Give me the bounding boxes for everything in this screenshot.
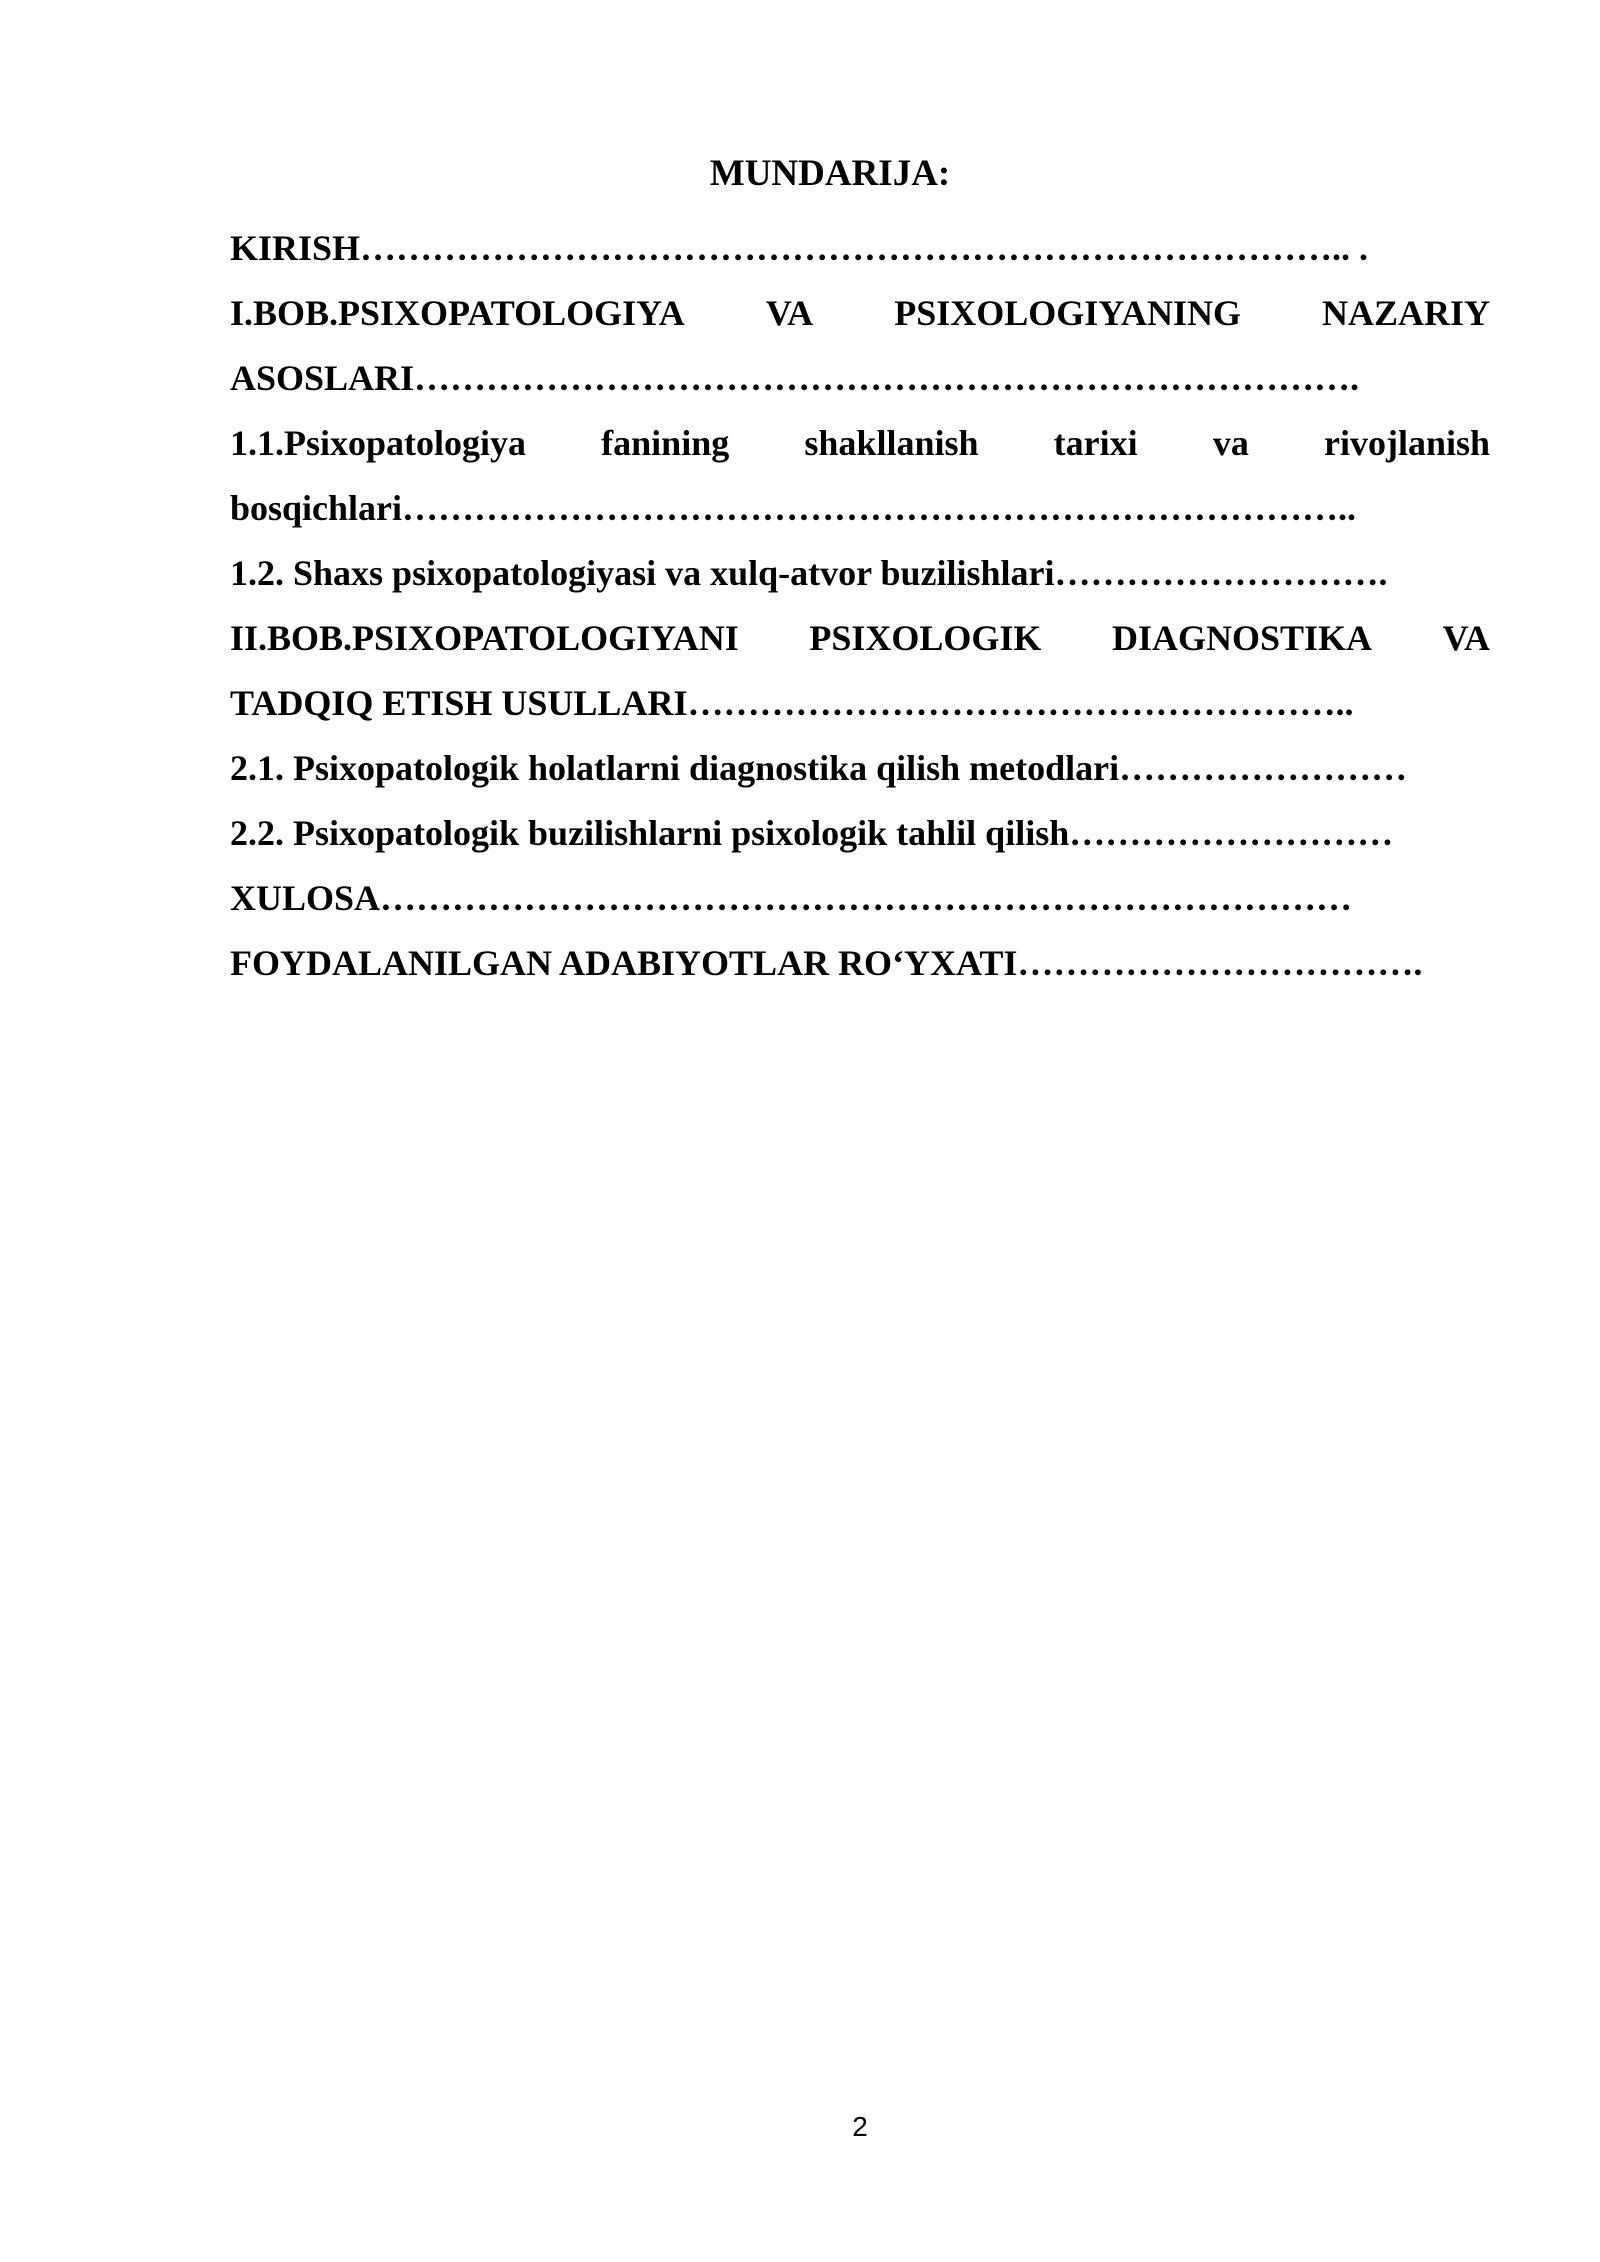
toc-entry-section-2-1: 2.1. Psixopatologik holatlarni diagnostika qilish metodlari…………………… bbox=[230, 748, 1408, 788]
page-number: 2 bbox=[852, 2111, 868, 2142]
toc-entry-section-1-1-line-1 bbox=[230, 411, 1490, 476]
toc-word: II.BOB.PSIXOPATOLOGIYANI bbox=[230, 618, 739, 658]
toc-word: VA bbox=[1442, 618, 1490, 658]
toc-entry-section-1-2: 1.2. Shaxs psixopatologiyasi va xulq-atvor buzilishlari………………………. bbox=[230, 553, 1388, 593]
toc-heading-text: MUNDARIJA: bbox=[709, 153, 951, 194]
toc-entry-xulosa: XULOSA……………………………………………………………………… bbox=[230, 878, 1353, 918]
toc-word: tarixi bbox=[1053, 423, 1138, 463]
toc-word: I.BOB.PSIXOPATOLOGIYA bbox=[230, 293, 685, 333]
toc-word: va bbox=[1212, 423, 1249, 463]
toc-entry-chapter-2-line-2: TADQIQ ETISH USULLARI……………………………………………….. bbox=[230, 683, 1354, 723]
toc-word: 1.1.Psixopatologiya bbox=[230, 423, 527, 463]
toc-entry-section-2-2: 2.2. Psixopatologik buzilishlarni psixologik tahlil qilish……………………… bbox=[230, 813, 1394, 853]
toc-entry-chapter-2-line-1 bbox=[230, 606, 1490, 671]
toc-word: fanining bbox=[601, 423, 730, 463]
toc-word: PSIXOLOGIK bbox=[809, 618, 1042, 658]
toc-word: NAZARIY bbox=[1321, 293, 1490, 333]
toc-word: VA bbox=[765, 293, 814, 333]
toc-word: shakllanish bbox=[804, 423, 979, 463]
toc-entry-section-1-1-line-2: bosqichlari…………………………………………………………………….. bbox=[230, 488, 1357, 528]
toc-entry-kirish: KIRISH……………………………………………………………………….. . bbox=[230, 228, 1369, 268]
toc-entry-references: FOYDALANILGAN ADABIYOTLAR RO‘YXATI……………………………. bbox=[230, 943, 1423, 983]
toc-heading bbox=[0, 150, 1600, 198]
toc-entry-chapter-1-line-2: ASOSLARI……………………………………………………………………. bbox=[230, 358, 1360, 398]
table-of-contents bbox=[230, 216, 1490, 996]
toc-word: rivojlanish bbox=[1323, 423, 1490, 463]
toc-word: DIAGNOSTIKA bbox=[1112, 618, 1373, 658]
toc-word: PSIXOLOGIYANING bbox=[894, 293, 1241, 333]
toc-entry-chapter-1-line-1 bbox=[230, 281, 1490, 346]
